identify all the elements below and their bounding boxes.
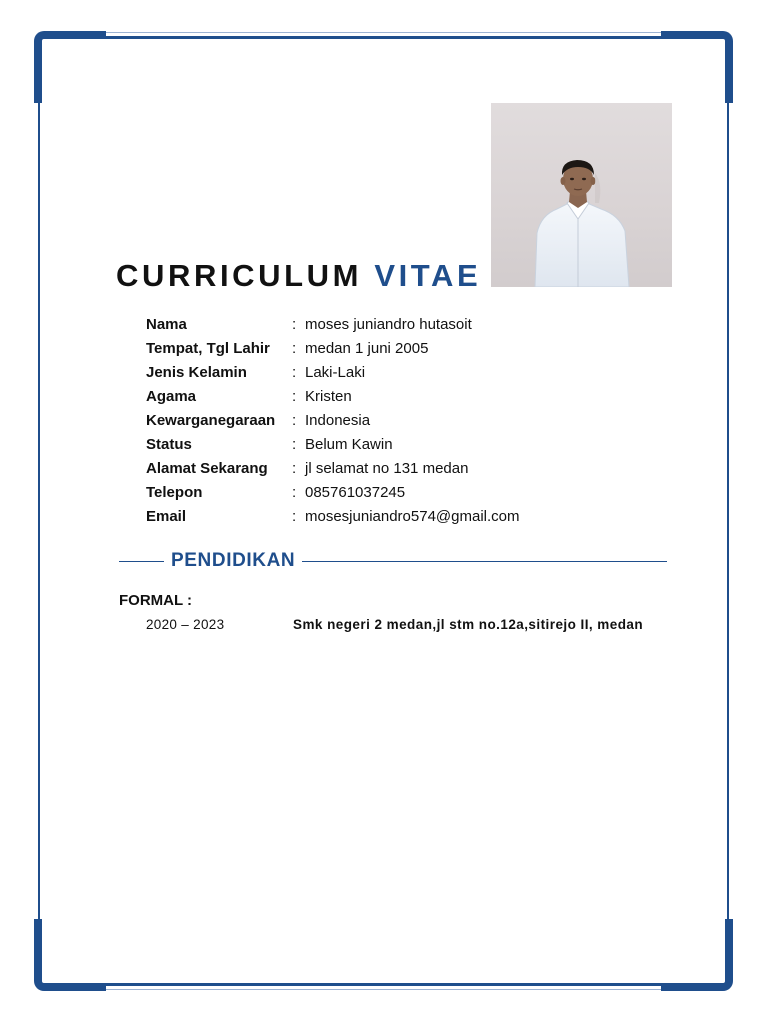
info-label: Telepon [146,484,203,502]
profile-photo [491,103,672,287]
frame-corner-bottom-left [34,919,106,991]
frame-corner-bottom-right [661,919,733,991]
info-label: Nama [146,315,187,333]
document-title [116,254,481,298]
info-row-gender [146,360,566,384]
info-value: Kristen [305,387,352,405]
info-colon: : [292,387,297,405]
info-row-email [146,505,566,529]
frame-rail-left [38,103,40,919]
frame-corner-top-right [661,31,733,103]
info-colon: : [292,411,297,429]
frame-rail-bottom [106,983,661,986]
info-colon: : [292,508,297,526]
info-label: Alamat Sekarang [146,460,268,478]
info-value: Belum Kawin [305,436,393,454]
info-label: Jenis Kelamin [146,363,247,381]
info-row-name [146,312,566,336]
info-value: jl selamat no 131 medan [305,460,469,478]
info-row-citizenship [146,408,566,432]
person-illustration [491,103,672,287]
info-row-birth [146,336,566,360]
info-colon: : [292,460,297,478]
title-curriculum: CURRICULUM [116,258,363,293]
education-school: Smk negeri 2 medan,jl stm no.12a,sitirejo II, medan [293,617,644,632]
info-label: Agama [146,387,197,405]
info-label: Status [146,436,192,454]
frame-rail-right [727,103,729,919]
info-value: moses juniandro hutasoit [305,315,472,333]
info-label: Tempat, Tgl Lahir [146,339,270,357]
info-value: 085761037245 [305,484,406,502]
education-heading: PENDIDIKAN [171,550,296,571]
info-row-phone [146,481,566,505]
info-label: Email [146,508,187,526]
info-value: Laki-Laki [305,363,366,381]
info-row-religion [146,384,566,408]
info-colon: : [292,363,297,381]
personal-info-list [146,312,566,529]
info-colon: : [292,315,297,333]
education-section-header [119,548,667,574]
info-value: Indonesia [305,411,371,429]
section-divider-left [119,561,164,562]
title-vitae: VITAE [374,258,482,293]
education-years: 2020 – 2023 [146,617,225,632]
education-entry [146,616,676,634]
info-value: medan 1 juni 2005 [305,339,429,357]
formal-education-label: FORMAL : [119,592,193,609]
info-row-status [146,432,566,456]
frame-corner-top-left [34,31,106,103]
info-value: mosesjuniandro574@gmail.com [305,508,520,526]
info-label: Kewarganegaraan [146,411,276,429]
info-colon: : [292,436,297,454]
info-colon: : [292,339,297,357]
section-divider-right [302,561,667,562]
info-row-address [146,457,566,481]
frame-rail-top [106,36,661,39]
info-colon: : [292,484,297,502]
